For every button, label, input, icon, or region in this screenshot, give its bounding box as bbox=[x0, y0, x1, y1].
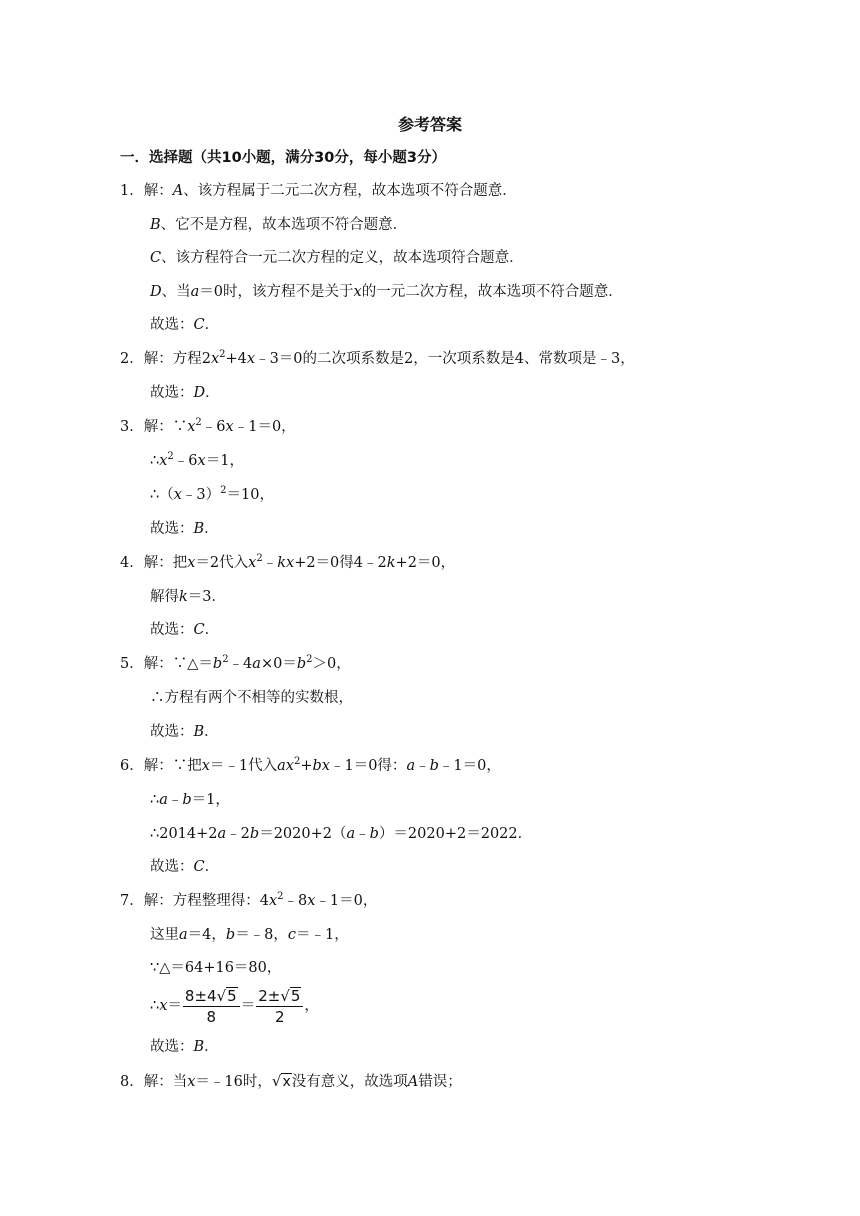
q7-line-2: 这里a＝4，b＝﹣8，c＝﹣1， bbox=[150, 927, 349, 943]
fraction-2: $\frac{2\pm√5}{2}$ bbox=[256, 987, 303, 1026]
q3-line-3: ∴（x﹣3）$^2$＝10， bbox=[150, 485, 274, 503]
q3-answer: 故选：B． bbox=[150, 521, 219, 537]
sqrt-symbol: √ bbox=[271, 1072, 282, 1090]
q3-line-1: 3．解：$\because x^2﹣6x﹣1=0$， bbox=[120, 417, 296, 435]
q6-answer: 故选：C． bbox=[150, 859, 220, 875]
q7-line-4: ∴x＝ $\frac{8\pm 4√5}{8}$ ＝ $\frac{2\pm√5}{2}$ ， bbox=[150, 986, 319, 1026]
q7-line-3: ∵△＝64+16＝80， bbox=[150, 960, 282, 976]
q8-line-1: 8．解：当x＝﹣16时，√x没有意义，故选项A错误； bbox=[120, 1072, 462, 1090]
q1-answer: 故选：C． bbox=[150, 317, 220, 333]
q2-line-1: 2．解：方程$2x^2+4x﹣3=0$的二次项系数是2，一次项系数是4、常数项是﹣3， bbox=[120, 349, 635, 367]
q6-line-3: ∴2014+2a﹣2b＝2020+2（a﹣b）＝2020+2＝2022． bbox=[150, 826, 533, 842]
q6-line-1: 6．解：∵把x＝﹣1代入$ax^2+bx﹣1=0$得：a﹣b﹣1＝0， bbox=[120, 756, 501, 774]
q2-answer: 故选：D． bbox=[150, 385, 220, 401]
q1-line-4: D、当a＝0时，该方程不是关于x的一元二次方程，故本选项不符合题意． bbox=[150, 284, 623, 300]
q4-line-2: 解得k＝3． bbox=[150, 589, 227, 605]
q7-answer: 故选：B． bbox=[150, 1039, 219, 1055]
q1-line-2: B、它不是方程，故本选项不符合题意． bbox=[150, 217, 408, 233]
section-heading: 一．选择题（共10小题，满分30分，每小题3分） bbox=[120, 150, 446, 166]
q1-line-1: 1．解：A、该方程属于二元二次方程，故本选项不符合题意． bbox=[120, 183, 517, 199]
q3-line-2: $\therefore x^2﹣6x=1$， bbox=[150, 451, 244, 469]
q4-line-1: 4．解：把x＝2代入$x^2﹣kx+2=0$得4﹣2k+2＝0， bbox=[120, 553, 456, 571]
q5-answer: 故选：B． bbox=[150, 724, 219, 740]
q5-line-1: 5．解：$\because\triangle=b^2﹣4a\times 0=b^2>0$， bbox=[120, 654, 351, 672]
q1-line-3: C、该方程符合一元二次方程的定义，故本选项符合题意． bbox=[150, 250, 524, 266]
q5-line-2: ∴方程有两个不相等的实数根， bbox=[150, 690, 353, 706]
q7-line-1: 7．解：方程整理得：$4x^2﹣8x﹣1=0$， bbox=[120, 891, 378, 909]
fraction-1: $\frac{8\pm 4√5}{8}$ bbox=[183, 987, 240, 1026]
q6-line-2: ∴a﹣b＝1， bbox=[150, 792, 230, 808]
q4-answer: 故选：C． bbox=[150, 622, 220, 638]
page-title: 参考答案 bbox=[397, 115, 462, 134]
